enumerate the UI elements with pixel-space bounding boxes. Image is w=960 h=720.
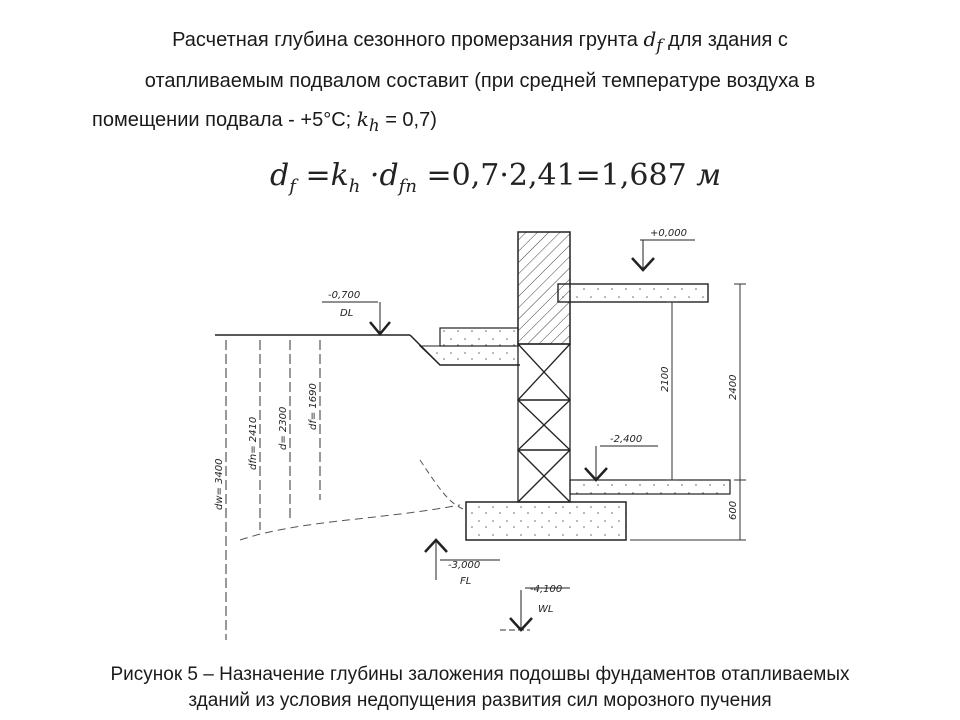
caption-line-2: зданий из условия недопущения развития сил морозного пучения <box>188 690 772 711</box>
dim-600-label: 600 <box>728 500 739 520</box>
basement-floor <box>570 480 730 494</box>
title-line-3-text: помещении подвала - +5°С; <box>92 109 352 131</box>
caption-line-1: Рисунок 5 – Назначение глубины заложения подошвы фундаментов отапливаемых <box>110 664 850 685</box>
blind-area-base <box>420 346 518 365</box>
wl-label: WL <box>538 604 554 615</box>
foundation-footing <box>466 502 626 540</box>
floor-slab <box>558 284 708 302</box>
basement-wall-blocks <box>518 344 570 502</box>
dl-label: DL <box>340 308 354 319</box>
title-line-1-text: Расчетная глубина сезонного промерзания грунта <box>172 29 638 51</box>
dim-2400-label: 2400 <box>728 374 739 400</box>
level-wl-label: -4,100 <box>530 584 563 595</box>
level-marker-basement <box>585 434 658 480</box>
title-line-2: отапливаемым подвалом составит (при средней температуре воздуха в <box>144 70 816 92</box>
level-fl-label: -3,000 <box>448 560 481 571</box>
blind-area <box>440 328 518 346</box>
level-marker-dl <box>322 290 390 334</box>
frost-line <box>240 505 460 540</box>
dim-d-label: d= 2300 <box>278 406 289 450</box>
level-dl-label: -0,700 <box>328 290 361 301</box>
title-line-1-tail: для здания с <box>668 29 788 51</box>
formula: $d_f =k_h \cdot d_{fn} =0,7\cdot 2,41=1,687$ м <box>270 158 722 197</box>
title-var-k: $k_h$ <box>356 107 380 135</box>
level-marker-wl <box>510 584 570 630</box>
dim-2100-label: 2100 <box>660 366 671 392</box>
level-marker-0 <box>632 228 695 270</box>
dim-dw-label: dw= 3400 <box>214 458 225 510</box>
level-0-label: +0,000 <box>650 228 688 239</box>
level-basement-label: -2,400 <box>610 434 643 445</box>
dim-df-label: df= 1690 <box>308 383 319 430</box>
dim-dfn-label: dfn= 2410 <box>248 416 259 470</box>
title-line-3-tail: = 0,7) <box>385 109 437 131</box>
fl-label: FL <box>460 576 472 587</box>
title-var-d: $d_f$ <box>643 27 663 55</box>
level-marker-fl <box>425 540 500 587</box>
